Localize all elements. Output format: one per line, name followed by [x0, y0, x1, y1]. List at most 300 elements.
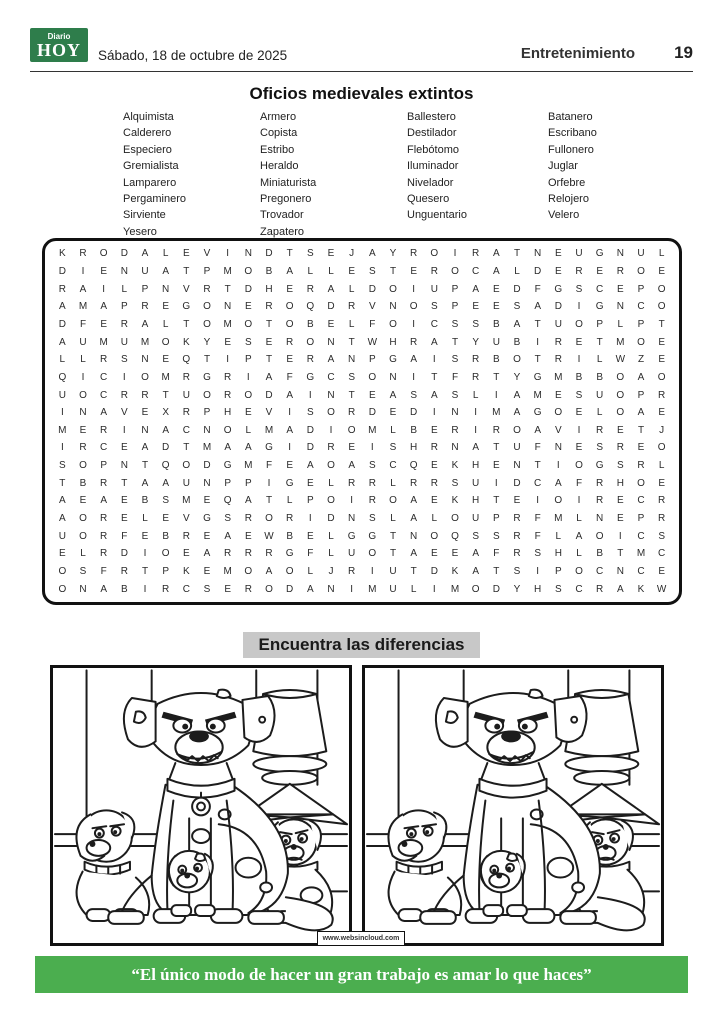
grid-letter: L [80, 354, 86, 366]
grid-letter: R [162, 583, 170, 595]
grid-letter: R [472, 248, 480, 260]
grid-letter: F [451, 371, 459, 383]
grid-letter: A [265, 371, 273, 383]
grid-letter: O [389, 283, 397, 295]
word-item: Sirviente [123, 209, 166, 222]
grid-letter: N [596, 513, 604, 525]
grid-letter: T [286, 248, 293, 260]
grid-letter: F [307, 548, 314, 560]
grid-letter: E [141, 407, 149, 419]
grid-letter: I [81, 371, 85, 383]
grid-letter: P [244, 354, 252, 366]
grid-letter: D [513, 283, 521, 295]
grid-letter: E [616, 283, 624, 295]
grid-letter: B [410, 424, 417, 436]
grid-letter: A [534, 424, 541, 436]
grid-letter: S [306, 248, 314, 260]
header-divider [30, 71, 693, 72]
grid-letter: T [141, 566, 149, 578]
grid-letter: S [596, 442, 603, 454]
grid-letter: T [265, 354, 273, 366]
word-item: Nivelador [407, 176, 454, 189]
grid-letter: D [534, 265, 542, 277]
grid-letter: A [430, 336, 438, 348]
grid-letter: S [575, 389, 583, 401]
grid-letter: C [637, 495, 645, 507]
grid-letter: R [616, 265, 624, 277]
grid-letter: R [182, 371, 190, 383]
logo-main-text: HOY [36, 39, 81, 60]
grid-letter: T [637, 424, 645, 436]
grid-letter: Y [513, 583, 521, 595]
grid-letter: E [616, 495, 624, 507]
grid-letter: A [492, 248, 500, 260]
grid-letter: E [162, 513, 169, 525]
grid-letter: R [472, 354, 480, 366]
grid-letter: V [182, 513, 190, 525]
grid-letter: O [595, 530, 604, 542]
grid-letter: R [348, 301, 356, 313]
grid-letter: O [79, 513, 87, 525]
grid-letter: O [285, 301, 294, 313]
grid-letter: E [224, 336, 231, 348]
grid-letter: A [286, 389, 293, 401]
grid-letter: M [223, 265, 232, 277]
grid-letter: S [472, 318, 479, 330]
grid-letter: A [100, 407, 107, 419]
grid-letter: R [348, 407, 356, 419]
grid-letter: N [327, 583, 335, 595]
grid-letter: R [100, 530, 108, 542]
grid-letter: C [100, 371, 108, 383]
grid-letter: L [617, 318, 624, 330]
grid-letter: E [286, 283, 293, 295]
grid-letter: I [122, 424, 126, 436]
grid-letter: A [513, 389, 521, 401]
grid-letter: T [389, 530, 397, 542]
logo-top-text: Diario [47, 31, 71, 41]
grid-letter: A [492, 265, 500, 277]
grid-letter: E [327, 248, 335, 260]
grid-letter: V [368, 301, 376, 313]
grid-letter: R [100, 354, 108, 366]
grid-letter: X [162, 407, 169, 419]
grid-letter: I [536, 495, 540, 507]
grid-letter: C [575, 583, 583, 595]
grid-letter: I [412, 283, 416, 295]
grid-letter: A [58, 301, 66, 313]
grid-letter: F [534, 283, 541, 295]
grid-letter: H [616, 477, 624, 489]
grid-letter: F [493, 548, 500, 560]
grid-letter: E [120, 513, 128, 525]
grid-letter: E [616, 424, 624, 436]
grid-letter: E [658, 477, 665, 489]
grid-letter: O [203, 389, 211, 401]
grid-letter: C [182, 583, 190, 595]
grid-letter: I [536, 336, 540, 348]
grid-letter: E [120, 442, 128, 454]
grid-letter: I [143, 548, 147, 560]
grid-letter: C [182, 424, 190, 436]
grid-letter: T [493, 566, 500, 578]
grid-letter: R [286, 336, 294, 348]
grid-letter: E [575, 336, 583, 348]
grid-letter: E [616, 513, 624, 525]
grid-letter: M [223, 566, 232, 578]
grid-letter: E [286, 460, 293, 472]
grid-letter: A [79, 283, 87, 295]
grid-letter: T [534, 354, 541, 366]
grid-letter: I [494, 477, 498, 489]
grid-letter: R [265, 548, 273, 560]
grid-letter: E [492, 460, 500, 472]
grid-letter: I [577, 495, 581, 507]
grid-letter: C [637, 301, 645, 313]
grid-letter: I [618, 530, 622, 542]
grid-letter: R [120, 566, 128, 578]
grid-letter: Q [223, 495, 232, 507]
grid-letter: R [368, 477, 376, 489]
grid-letter: O [389, 318, 397, 330]
grid-letter: S [58, 460, 66, 472]
grid-letter: A [306, 583, 314, 595]
grid-letter: I [246, 371, 250, 383]
grid-letter: O [182, 460, 191, 472]
grid-letter: F [265, 460, 273, 472]
grid-letter: N [203, 424, 211, 436]
grid-letter: E [286, 354, 293, 366]
grid-letter: R [244, 583, 252, 595]
grid-letter: E [348, 265, 355, 277]
grid-letter: C [637, 530, 645, 542]
grid-letter: A [244, 495, 252, 507]
differences-title-wrap [0, 632, 723, 658]
grid-letter: L [162, 248, 169, 260]
quote-bar [35, 956, 688, 993]
grid-letter: A [100, 301, 107, 313]
grid-letter: B [141, 495, 149, 507]
grid-letter: D [554, 301, 562, 313]
word-item: Zapatero [260, 225, 305, 238]
grid-letter: E [554, 248, 562, 260]
grid-letter: O [657, 442, 666, 454]
grid-letter: N [244, 248, 252, 260]
grid-letter: S [616, 460, 624, 472]
grid-letter: L [658, 460, 665, 472]
grid-letter: G [203, 371, 211, 383]
grid-letter: R [554, 354, 562, 366]
grid-letter: O [244, 265, 253, 277]
grid-letter: M [554, 513, 563, 525]
grid-letter: V [182, 283, 190, 295]
grid-letter: P [637, 318, 645, 330]
grid-letter: O [637, 477, 645, 489]
grid-letter: A [616, 583, 624, 595]
grid-letter: Y [513, 371, 521, 383]
grid-letter: B [596, 371, 603, 383]
grid-letter: Q [182, 354, 191, 366]
grid-letter: R [410, 336, 418, 348]
grid-letter: F [369, 318, 376, 330]
grid-letter: T [183, 265, 190, 277]
grid-letter: U [513, 442, 521, 454]
grid-letter: R [203, 283, 211, 295]
grid-letter: O [244, 318, 253, 330]
grid-letter: E [658, 407, 665, 419]
grid-letter: K [182, 336, 190, 348]
grid-letter: K [182, 566, 190, 578]
grid-letter: L [286, 495, 293, 507]
grid-letter: K [58, 248, 66, 260]
grid-letter: L [245, 424, 252, 436]
grid-letter: I [60, 407, 64, 419]
grid-letter: L [348, 283, 355, 295]
word-item: Quesero [407, 193, 450, 206]
grid-letter: D [162, 442, 170, 454]
grid-letter: R [451, 424, 459, 436]
grid-letter: U [430, 283, 438, 295]
grid-letter: S [554, 583, 562, 595]
grid-letter: D [120, 248, 128, 260]
grid-letter: A [472, 442, 479, 454]
grid-letter: R [472, 371, 480, 383]
grid-letter: U [141, 265, 149, 277]
grid-letter: U [596, 389, 604, 401]
grid-letter: A [100, 495, 107, 507]
grid-letter: G [368, 530, 377, 542]
grid-letter: A [286, 265, 293, 277]
grid-letter: E [596, 265, 603, 277]
grid-letter: A [286, 424, 293, 436]
grid-letter: B [492, 354, 500, 366]
grid-letter: A [513, 407, 521, 419]
grid-letter: E [368, 389, 376, 401]
grid-letter: B [286, 530, 293, 542]
grid-letter: L [390, 477, 396, 489]
grid-letter: O [513, 424, 521, 436]
grid-letter: L [472, 389, 479, 401]
grid-letter: A [389, 389, 397, 401]
grid-letter: Q [409, 460, 418, 472]
grid-letter: N [451, 407, 459, 419]
grid-letter: J [349, 248, 355, 260]
grid-letter: R [410, 248, 418, 260]
grid-letter: O [471, 583, 480, 595]
grid-letter: T [493, 495, 500, 507]
grid-letter: O [409, 301, 418, 313]
grid-letter: I [267, 477, 271, 489]
grid-letter: D [306, 442, 314, 454]
grid-letter: A [327, 283, 335, 295]
grid-letter: S [244, 336, 252, 348]
grid-letter: E [224, 583, 231, 595]
grid-letter: L [328, 477, 334, 489]
grid-letter: I [102, 283, 106, 295]
grid-letter: A [100, 583, 107, 595]
grid-letter: U [58, 530, 66, 542]
grid-letter: O [657, 371, 666, 383]
grid-letter: D [244, 283, 252, 295]
grid-letter: R [120, 318, 128, 330]
grid-letter: R [286, 513, 294, 525]
word-column-1 [123, 109, 260, 240]
grid-letter: E [430, 424, 438, 436]
grid-letter: E [203, 495, 211, 507]
grid-letter: E [244, 301, 252, 313]
grid-letter: B [79, 477, 87, 489]
grid-letter: O [58, 566, 67, 578]
grid-letter: R [513, 513, 521, 525]
grid-letter: T [224, 283, 231, 295]
page-number: 19 [674, 43, 693, 62]
grid-letter: O [554, 407, 563, 419]
grid-letter: P [492, 513, 500, 525]
word-column-3 [407, 109, 548, 240]
grid-letter: K [451, 460, 459, 472]
edition-date: Sábado, 18 de octubre de 2025 [98, 48, 288, 63]
grid-letter: O [637, 336, 645, 348]
grid-letter: M [78, 301, 88, 313]
grid-letter: E [430, 460, 438, 472]
grid-letter: P [100, 460, 107, 472]
grid-letter: T [59, 477, 66, 489]
grid-letter: R [513, 530, 521, 542]
grid-letter: E [430, 495, 438, 507]
grid-letter: E [513, 495, 521, 507]
grid-letter: H [554, 548, 562, 560]
grid-letter: E [100, 318, 107, 330]
word-item: Pregonero [260, 193, 312, 206]
word-item: Calderero [123, 127, 172, 140]
grid-letter: G [347, 530, 356, 542]
grid-letter: R [616, 442, 624, 454]
grid-letter: P [368, 354, 376, 366]
grid-letter: S [513, 566, 521, 578]
grid-letter: O [575, 460, 583, 472]
grid-letter: I [350, 583, 354, 595]
grid-letter: R [141, 301, 149, 313]
grid-letter: B [120, 583, 128, 595]
grid-letter: R [182, 407, 190, 419]
grid-letter: N [120, 460, 128, 472]
grid-letter: O [637, 265, 645, 277]
grid-letter: T [121, 477, 128, 489]
grid-letter: E [492, 301, 500, 313]
grid-letter: M [616, 336, 625, 348]
grid-letter: O [285, 318, 294, 330]
grid-letter: M [223, 318, 232, 330]
grid-letter: P [451, 283, 459, 295]
grid-letter: R [368, 495, 376, 507]
word-item: Flebótomo [407, 143, 459, 156]
grid-letter: L [514, 265, 520, 277]
word-item: Yesero [123, 225, 157, 238]
grid-letter: O [451, 513, 459, 525]
grid-letter: N [554, 442, 562, 454]
grid-letter: R [182, 530, 190, 542]
grid-letter: I [308, 389, 312, 401]
grid-letter: E [410, 265, 417, 277]
grid-letter: E [658, 566, 665, 578]
grid-letter: T [451, 336, 459, 348]
grid-letter: A [162, 477, 169, 489]
grid-letter: O [327, 495, 335, 507]
grid-letter: E [265, 336, 273, 348]
grid-letter: L [121, 283, 128, 295]
grid-letter: R [348, 566, 356, 578]
grid-letter: E [141, 530, 149, 542]
grid-letter: U [348, 548, 356, 560]
grid-letter: O [368, 548, 377, 560]
grid-letter: D [368, 407, 376, 419]
grid-letter: A [554, 477, 562, 489]
grid-letter: R [575, 265, 583, 277]
grid-letter: T [183, 318, 190, 330]
grid-letter: D [327, 301, 335, 313]
grid-letter: W [367, 336, 378, 348]
grid-letter: A [244, 442, 252, 454]
grid-letter: T [596, 336, 603, 348]
grid-letter: W [656, 583, 667, 595]
grid-letter: N [162, 283, 170, 295]
grid-letter: O [79, 389, 87, 401]
grid-letter: R [596, 583, 604, 595]
grid-letter: D [306, 424, 314, 436]
word-item: Estribo [260, 143, 295, 156]
grid-letter: E [658, 354, 665, 366]
grid-letter: S [162, 495, 169, 507]
grid-letter: O [327, 407, 335, 419]
grid-letter: I [370, 442, 374, 454]
grid-letter: D [58, 318, 66, 330]
word-item: Juglar [548, 160, 578, 173]
grid-letter: I [81, 265, 85, 277]
grid-letter: O [99, 248, 108, 260]
grid-letter: E [348, 442, 355, 454]
grid-letter: T [493, 371, 500, 383]
grid-letter: B [575, 371, 583, 383]
grid-letter: N [203, 477, 211, 489]
word-item: Velero [548, 209, 580, 222]
grid-letter: V [120, 407, 128, 419]
grid-letter: E [637, 442, 645, 454]
word-item: Ballestero [407, 111, 456, 123]
grid-letter: E [203, 530, 211, 542]
grid-letter: U [389, 583, 397, 595]
grid-letter: R [596, 495, 604, 507]
grid-letter: U [554, 318, 562, 330]
wordsearch-letter-grid [52, 245, 672, 598]
grid-letter: T [534, 460, 541, 472]
grid-letter: T [617, 548, 624, 560]
grid-letter: U [182, 389, 190, 401]
grid-letter: U [389, 566, 397, 578]
grid-letter: R [596, 477, 604, 489]
grid-letter: I [370, 566, 374, 578]
grid-letter: E [554, 389, 562, 401]
grid-letter: T [389, 548, 397, 560]
grid-letter: H [410, 442, 418, 454]
grid-letter: E [575, 442, 583, 454]
grid-letter: R [100, 424, 108, 436]
grid-letter: A [410, 513, 417, 525]
grid-letter: R [120, 389, 128, 401]
grid-letter: R [244, 513, 252, 525]
grid-letter: V [265, 407, 273, 419]
grid-letter: E [430, 548, 438, 560]
grid-letter: S [492, 530, 500, 542]
